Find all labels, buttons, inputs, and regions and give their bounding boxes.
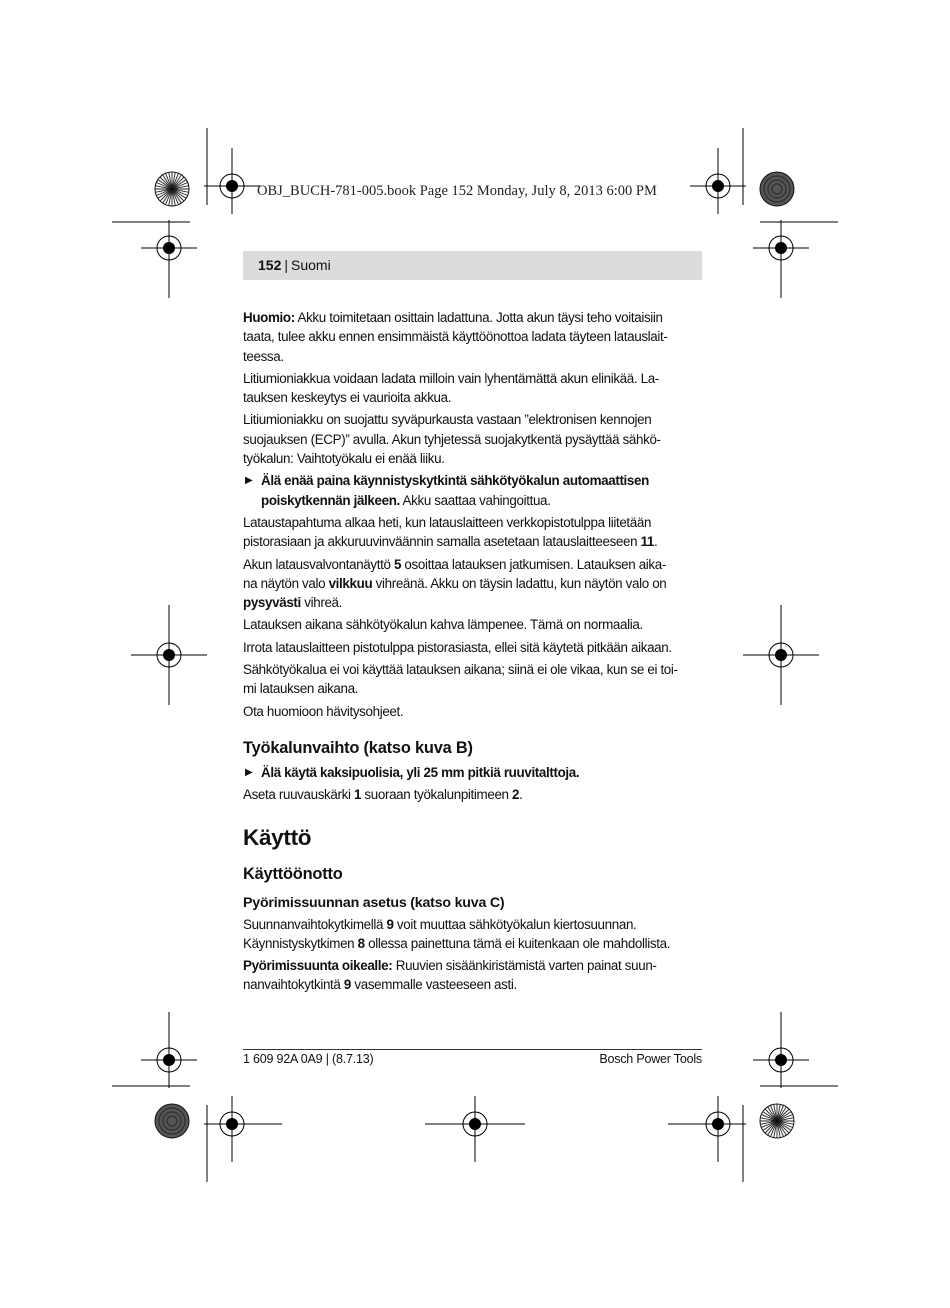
ref-number: 2 [512, 787, 520, 803]
text: Ruuvien sisäänkiristämistä varten painat suun- [392, 958, 657, 974]
triangle-bullet-icon: ▶ [245, 475, 253, 487]
text: Akun latausvalvontanäyttö [243, 556, 394, 572]
text: Älä enää paina käynnistyskytkintä sähkötyökalun automaattisen [261, 473, 649, 489]
text: suoraan työkalunpitimeen [361, 787, 513, 803]
text: vihreänä. Akku on täysin ladattu, kun näytön valo on [372, 575, 667, 591]
text: työkalun: Vaihtotyökalu ei enää liiku. [243, 451, 445, 467]
warning-bullet-bits [243, 763, 705, 782]
text: Akku saattaa vahingoittua. [399, 492, 551, 508]
text: Irrota latauslaitteen pistotulppa pistorasiasta, ellei sitä käytetä pitkään aikaan. [243, 639, 672, 655]
text: . [519, 787, 523, 803]
text: suojauksen (ECP)” avulla. Akun tyhjetessä suojakytkentä pysäyttää sähkö- [243, 431, 661, 447]
paragraph-disposal [243, 702, 705, 721]
ref-number: 9 [386, 916, 394, 932]
footer-rule [243, 1049, 702, 1050]
text: pistorasiaan ja akkuruuvinväännin samalla asetetaan latauslaitteeseen [243, 534, 641, 550]
text: na näytön valo [243, 575, 329, 591]
text: . [654, 534, 658, 550]
text: Käynnistyskytkimen [243, 935, 358, 951]
text: Aseta ruuvauskärki [243, 787, 354, 803]
footer-doc-number: 1 609 92A 0A9 | (8.7.13) [243, 1052, 374, 1066]
text: Akku toimitetaan osittain ladattuna. Jotta akun täysi teho voitaisiin [294, 310, 663, 325]
text: Sähkötyökalua ei voi käyttää latauksen aikana; siinä ei ole vikaa, kun se ei toi- [243, 662, 678, 678]
footer-brand: Bosch Power Tools [599, 1052, 702, 1066]
text: mi latauksen aikana. [243, 681, 359, 697]
ref-number: 9 [343, 977, 352, 993]
text: taata, tulee akku ennen ensimmäistä käyttöönottoa ladata täyteen latauslait- [243, 329, 668, 345]
text: Lataustapahtuma alkaa heti, kun latauslaitteen verkkopistotulppa liitetään [243, 514, 652, 530]
text: Suunnanvaihtokytkimellä [243, 916, 387, 932]
paragraph-charge-anytime [243, 369, 705, 408]
ref-number: 11 [640, 534, 655, 550]
text: Litiumioniakkua voidaan ladata milloin vain lyhentämättä akun elinikää. La- [243, 370, 659, 386]
triangle-bullet-icon: ▶ [245, 766, 253, 778]
text: ollessa painettuna tämä ei kuitenkaan ole mahdollista. [364, 935, 671, 951]
emphasis: vilkkuu [328, 575, 373, 591]
paragraph-insert-bit [243, 785, 705, 804]
text: vihreä. [300, 595, 343, 611]
book-slug: OBJ_BUCH-781-005.book Page 152 Monday, July 8, 2013 6:00 PM [257, 183, 657, 199]
paragraph-unplug [243, 638, 705, 657]
main-content [243, 308, 705, 998]
text: Ota huomioon hävitysohjeet. [243, 703, 404, 719]
page-number: 152 [258, 257, 282, 273]
paragraph-ecp [243, 410, 705, 468]
text: voit muuttaa sähkötyökalun kiertosuunnan. [393, 916, 637, 932]
paragraph-no-use-while-charging [243, 660, 705, 699]
page-header [243, 251, 702, 280]
text: vasemmalle vasteeseen asti. [351, 977, 517, 993]
emphasis: pysyvästi [243, 595, 301, 611]
paragraph-note [243, 308, 705, 366]
paragraph-right-rotation [243, 956, 705, 995]
ref-number: 8 [357, 935, 365, 951]
text: teessa. [243, 348, 284, 364]
warning-bullet-switch [243, 471, 705, 510]
emphasis: Pyörimissuunta oikealle: [243, 958, 393, 974]
text: osoittaa latauksen jatkumisen. Latauksen aika- [401, 556, 666, 572]
section-name: Suomi [291, 257, 331, 273]
text: Litiumioniakku on suojattu syväpurkausta vastaan ”elektronisen kennojen [243, 412, 652, 428]
paragraph-charging-start [243, 513, 705, 552]
ref-number: 5 [393, 556, 402, 572]
paragraph-handle-warm [243, 615, 705, 634]
paragraph-charge-indicator [243, 555, 705, 613]
text: tauksen keskeytys ei vaurioita akkua. [243, 390, 452, 406]
text: nanvaihtokytkintä [243, 977, 344, 993]
ref-number: 1 [353, 787, 362, 803]
paragraph-direction-switch [243, 915, 705, 954]
text: Latauksen aikana sähkötyökalun kahva lämpenee. Tämä on normaalia. [243, 617, 643, 633]
heading-tool-change: Työkalunvaihto (katso kuva B) [243, 738, 473, 757]
text: poiskytkennän jälkeen. [261, 492, 400, 508]
heading-rotation-direction: Pyörimissuunnan asetus (katso kuva C) [243, 894, 505, 911]
heading-startup: Käyttöönotto [243, 864, 343, 883]
text: Älä käytä kaksipuolisia, yli 25 mm pitkiä ruuvitalttoja. [261, 764, 580, 780]
heading-operation: Käyttö [243, 824, 312, 850]
note-lead: Huomio: [243, 310, 295, 325]
header-separator: | [284, 257, 288, 273]
